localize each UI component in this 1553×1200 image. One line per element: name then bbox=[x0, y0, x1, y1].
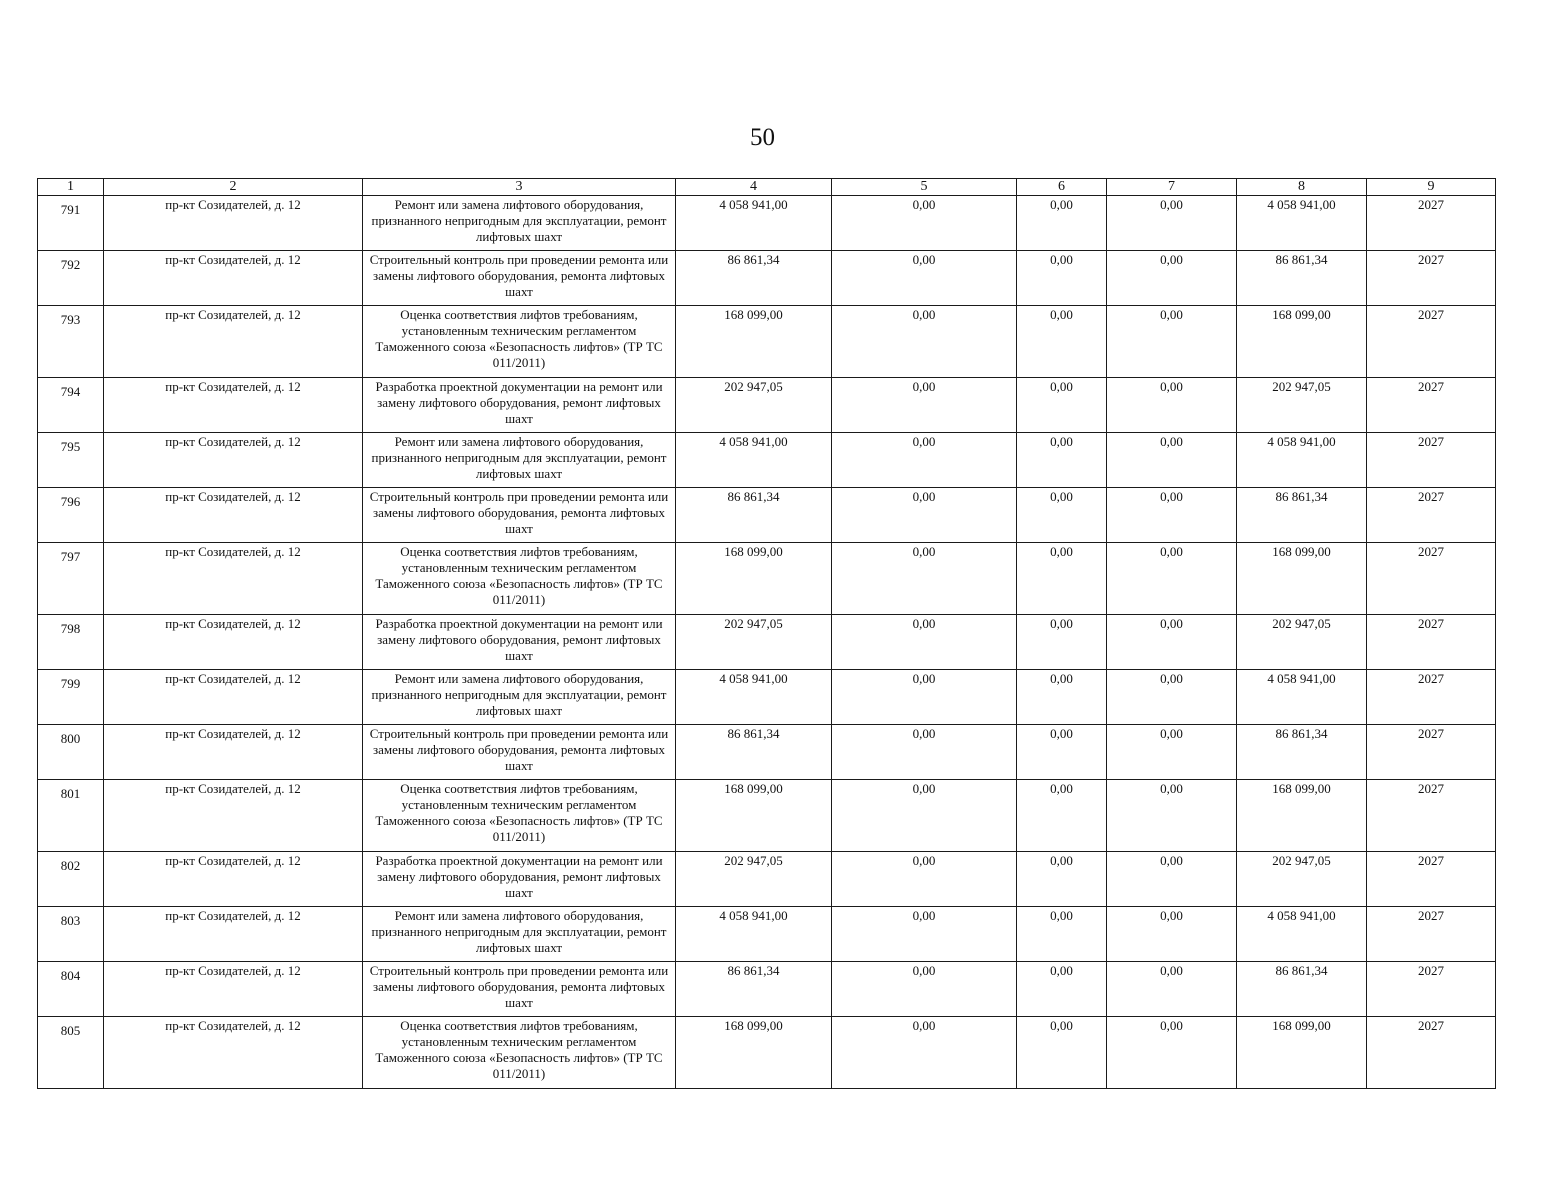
table-row bbox=[38, 433, 1496, 488]
column-6-cell: 0,00 bbox=[1017, 962, 1107, 1017]
address-cell: пр-кт Созидателей, д. 12 bbox=[104, 196, 363, 251]
column-8-cell: 202 947,05 bbox=[1237, 852, 1367, 907]
column-6-cell: 0,00 bbox=[1017, 251, 1107, 306]
column-6-cell: 0,00 bbox=[1017, 543, 1107, 615]
column-4-cell: 4 058 941,00 bbox=[676, 196, 832, 251]
column-4-cell: 86 861,34 bbox=[676, 251, 832, 306]
work-type-cell: Строительный контроль при проведении ремонта или замены лифтового оборудования, ремонта лифтовых шахт bbox=[363, 488, 676, 543]
column-8-cell: 86 861,34 bbox=[1237, 962, 1367, 1017]
works-table bbox=[37, 178, 1496, 1089]
address-cell: пр-кт Созидателей, д. 12 bbox=[104, 251, 363, 306]
column-4-cell: 4 058 941,00 bbox=[676, 907, 832, 962]
column-4-cell: 202 947,05 bbox=[676, 852, 832, 907]
year-cell: 2027 bbox=[1367, 780, 1496, 852]
column-4-cell: 86 861,34 bbox=[676, 488, 832, 543]
row-number-cell: 794 bbox=[38, 378, 104, 433]
column-7-cell: 0,00 bbox=[1107, 306, 1237, 378]
column-8-cell: 168 099,00 bbox=[1237, 1017, 1367, 1089]
column-5-cell: 0,00 bbox=[832, 615, 1017, 670]
column-6-cell: 0,00 bbox=[1017, 488, 1107, 543]
table-row bbox=[38, 306, 1496, 378]
column-6-cell: 0,00 bbox=[1017, 670, 1107, 725]
column-5-cell: 0,00 bbox=[832, 306, 1017, 378]
row-number-cell: 795 bbox=[38, 433, 104, 488]
work-type-cell: Оценка соответствия лифтов требованиям, установленным техническим регламентом Таможенного союза «Безопасность лифтов» (ТР ТС 011/2011) bbox=[363, 543, 676, 615]
work-type-cell: Оценка соответствия лифтов требованиям, установленным техническим регламентом Таможенного союза «Безопасность лифтов» (ТР ТС 011/2011) bbox=[363, 306, 676, 378]
column-7-cell: 0,00 bbox=[1107, 907, 1237, 962]
column-header: 6 bbox=[1017, 179, 1107, 196]
column-7-cell: 0,00 bbox=[1107, 670, 1237, 725]
address-cell: пр-кт Созидателей, д. 12 bbox=[104, 780, 363, 852]
column-7-cell: 0,00 bbox=[1107, 488, 1237, 543]
work-type-cell: Строительный контроль при проведении ремонта или замены лифтового оборудования, ремонта лифтовых шахт bbox=[363, 725, 676, 780]
column-4-cell: 86 861,34 bbox=[676, 725, 832, 780]
work-type-cell: Ремонт или замена лифтового оборудования, признанного непригодным для эксплуатации, ремонт лифтовых шахт bbox=[363, 907, 676, 962]
column-8-cell: 168 099,00 bbox=[1237, 306, 1367, 378]
column-5-cell: 0,00 bbox=[832, 488, 1017, 543]
column-6-cell: 0,00 bbox=[1017, 615, 1107, 670]
work-type-cell: Ремонт или замена лифтового оборудования, признанного непригодным для эксплуатации, ремонт лифтовых шахт bbox=[363, 196, 676, 251]
column-header: 1 bbox=[38, 179, 104, 196]
year-cell: 2027 bbox=[1367, 852, 1496, 907]
row-number-cell: 797 bbox=[38, 543, 104, 615]
column-header: 8 bbox=[1237, 179, 1367, 196]
year-cell: 2027 bbox=[1367, 1017, 1496, 1089]
year-cell: 2027 bbox=[1367, 670, 1496, 725]
column-8-cell: 86 861,34 bbox=[1237, 251, 1367, 306]
column-6-cell: 0,00 bbox=[1017, 907, 1107, 962]
column-5-cell: 0,00 bbox=[832, 433, 1017, 488]
column-7-cell: 0,00 bbox=[1107, 615, 1237, 670]
work-type-cell: Ремонт или замена лифтового оборудования, признанного непригодным для эксплуатации, ремонт лифтовых шахт bbox=[363, 670, 676, 725]
column-5-cell: 0,00 bbox=[832, 907, 1017, 962]
column-6-cell: 0,00 bbox=[1017, 306, 1107, 378]
work-type-cell: Оценка соответствия лифтов требованиям, установленным техническим регламентом Таможенного союза «Безопасность лифтов» (ТР ТС 011/2011) bbox=[363, 780, 676, 852]
column-header: 5 bbox=[832, 179, 1017, 196]
address-cell: пр-кт Созидателей, д. 12 bbox=[104, 725, 363, 780]
column-5-cell: 0,00 bbox=[832, 852, 1017, 907]
table-row bbox=[38, 962, 1496, 1017]
work-type-cell: Ремонт или замена лифтового оборудования, признанного непригодным для эксплуатации, ремонт лифтовых шахт bbox=[363, 433, 676, 488]
work-type-cell: Разработка проектной документации на ремонт или замену лифтового оборудования, ремонт лифтовых шахт bbox=[363, 615, 676, 670]
year-cell: 2027 bbox=[1367, 543, 1496, 615]
column-8-cell: 4 058 941,00 bbox=[1237, 433, 1367, 488]
year-cell: 2027 bbox=[1367, 378, 1496, 433]
column-5-cell: 0,00 bbox=[832, 780, 1017, 852]
row-number-cell: 799 bbox=[38, 670, 104, 725]
row-number-cell: 804 bbox=[38, 962, 104, 1017]
column-5-cell: 0,00 bbox=[832, 670, 1017, 725]
column-5-cell: 0,00 bbox=[832, 543, 1017, 615]
table-row bbox=[38, 1017, 1496, 1089]
table-row bbox=[38, 543, 1496, 615]
column-5-cell: 0,00 bbox=[832, 1017, 1017, 1089]
row-number-cell: 801 bbox=[38, 780, 104, 852]
column-5-cell: 0,00 bbox=[832, 251, 1017, 306]
year-cell: 2027 bbox=[1367, 433, 1496, 488]
column-4-cell: 168 099,00 bbox=[676, 543, 832, 615]
page-number: 50 bbox=[750, 124, 775, 151]
year-cell: 2027 bbox=[1367, 306, 1496, 378]
column-6-cell: 0,00 bbox=[1017, 433, 1107, 488]
column-8-cell: 202 947,05 bbox=[1237, 615, 1367, 670]
column-8-cell: 86 861,34 bbox=[1237, 725, 1367, 780]
row-number-cell: 791 bbox=[38, 196, 104, 251]
column-8-cell: 202 947,05 bbox=[1237, 378, 1367, 433]
address-cell: пр-кт Созидателей, д. 12 bbox=[104, 852, 363, 907]
address-cell: пр-кт Созидателей, д. 12 bbox=[104, 378, 363, 433]
table-row bbox=[38, 251, 1496, 306]
address-cell: пр-кт Созидателей, д. 12 bbox=[104, 306, 363, 378]
column-7-cell: 0,00 bbox=[1107, 1017, 1237, 1089]
work-type-cell: Разработка проектной документации на ремонт или замену лифтового оборудования, ремонт лифтовых шахт bbox=[363, 378, 676, 433]
table-row bbox=[38, 907, 1496, 962]
column-6-cell: 0,00 bbox=[1017, 725, 1107, 780]
column-header: 3 bbox=[363, 179, 676, 196]
address-cell: пр-кт Созидателей, д. 12 bbox=[104, 543, 363, 615]
work-type-cell: Разработка проектной документации на ремонт или замену лифтового оборудования, ремонт лифтовых шахт bbox=[363, 852, 676, 907]
row-number-cell: 796 bbox=[38, 488, 104, 543]
row-number-cell: 798 bbox=[38, 615, 104, 670]
year-cell: 2027 bbox=[1367, 251, 1496, 306]
row-number-cell: 803 bbox=[38, 907, 104, 962]
table-body bbox=[38, 196, 1496, 1089]
column-4-cell: 168 099,00 bbox=[676, 1017, 832, 1089]
year-cell: 2027 bbox=[1367, 907, 1496, 962]
address-cell: пр-кт Созидателей, д. 12 bbox=[104, 670, 363, 725]
column-header: 7 bbox=[1107, 179, 1237, 196]
address-cell: пр-кт Созидателей, д. 12 bbox=[104, 433, 363, 488]
table-row bbox=[38, 378, 1496, 433]
column-7-cell: 0,00 bbox=[1107, 962, 1237, 1017]
work-type-cell: Оценка соответствия лифтов требованиям, установленным техническим регламентом Таможенного союза «Безопасность лифтов» (ТР ТС 011/2011) bbox=[363, 1017, 676, 1089]
row-number-cell: 793 bbox=[38, 306, 104, 378]
column-5-cell: 0,00 bbox=[832, 725, 1017, 780]
column-8-cell: 168 099,00 bbox=[1237, 543, 1367, 615]
column-8-cell: 4 058 941,00 bbox=[1237, 196, 1367, 251]
table-row bbox=[38, 670, 1496, 725]
address-cell: пр-кт Созидателей, д. 12 bbox=[104, 907, 363, 962]
column-4-cell: 202 947,05 bbox=[676, 615, 832, 670]
year-cell: 2027 bbox=[1367, 962, 1496, 1017]
address-cell: пр-кт Созидателей, д. 12 bbox=[104, 488, 363, 543]
row-number-cell: 802 bbox=[38, 852, 104, 907]
column-6-cell: 0,00 bbox=[1017, 1017, 1107, 1089]
column-8-cell: 4 058 941,00 bbox=[1237, 907, 1367, 962]
column-8-cell: 4 058 941,00 bbox=[1237, 670, 1367, 725]
column-header: 4 bbox=[676, 179, 832, 196]
column-7-cell: 0,00 bbox=[1107, 780, 1237, 852]
column-5-cell: 0,00 bbox=[832, 962, 1017, 1017]
year-cell: 2027 bbox=[1367, 615, 1496, 670]
address-cell: пр-кт Созидателей, д. 12 bbox=[104, 1017, 363, 1089]
address-cell: пр-кт Созидателей, д. 12 bbox=[104, 615, 363, 670]
column-4-cell: 168 099,00 bbox=[676, 306, 832, 378]
column-4-cell: 86 861,34 bbox=[676, 962, 832, 1017]
table-row bbox=[38, 196, 1496, 251]
table-header-row bbox=[38, 179, 1496, 196]
address-cell: пр-кт Созидателей, д. 12 bbox=[104, 962, 363, 1017]
column-4-cell: 168 099,00 bbox=[676, 780, 832, 852]
column-7-cell: 0,00 bbox=[1107, 852, 1237, 907]
column-6-cell: 0,00 bbox=[1017, 378, 1107, 433]
column-6-cell: 0,00 bbox=[1017, 780, 1107, 852]
column-header: 2 bbox=[104, 179, 363, 196]
table-row bbox=[38, 488, 1496, 543]
column-4-cell: 4 058 941,00 bbox=[676, 670, 832, 725]
column-7-cell: 0,00 bbox=[1107, 251, 1237, 306]
column-6-cell: 0,00 bbox=[1017, 852, 1107, 907]
table-row bbox=[38, 780, 1496, 852]
year-cell: 2027 bbox=[1367, 725, 1496, 780]
column-header: 9 bbox=[1367, 179, 1496, 196]
column-4-cell: 202 947,05 bbox=[676, 378, 832, 433]
column-8-cell: 168 099,00 bbox=[1237, 780, 1367, 852]
column-8-cell: 86 861,34 bbox=[1237, 488, 1367, 543]
column-7-cell: 0,00 bbox=[1107, 433, 1237, 488]
column-7-cell: 0,00 bbox=[1107, 196, 1237, 251]
column-7-cell: 0,00 bbox=[1107, 543, 1237, 615]
work-type-cell: Строительный контроль при проведении ремонта или замены лифтового оборудования, ремонта лифтовых шахт bbox=[363, 962, 676, 1017]
table-row bbox=[38, 852, 1496, 907]
row-number-cell: 805 bbox=[38, 1017, 104, 1089]
column-5-cell: 0,00 bbox=[832, 378, 1017, 433]
column-5-cell: 0,00 bbox=[832, 196, 1017, 251]
year-cell: 2027 bbox=[1367, 196, 1496, 251]
column-4-cell: 4 058 941,00 bbox=[676, 433, 832, 488]
column-7-cell: 0,00 bbox=[1107, 378, 1237, 433]
work-type-cell: Строительный контроль при проведении ремонта или замены лифтового оборудования, ремонта лифтовых шахт bbox=[363, 251, 676, 306]
year-cell: 2027 bbox=[1367, 488, 1496, 543]
row-number-cell: 800 bbox=[38, 725, 104, 780]
row-number-cell: 792 bbox=[38, 251, 104, 306]
table-row bbox=[38, 615, 1496, 670]
column-7-cell: 0,00 bbox=[1107, 725, 1237, 780]
table-row bbox=[38, 725, 1496, 780]
column-6-cell: 0,00 bbox=[1017, 196, 1107, 251]
